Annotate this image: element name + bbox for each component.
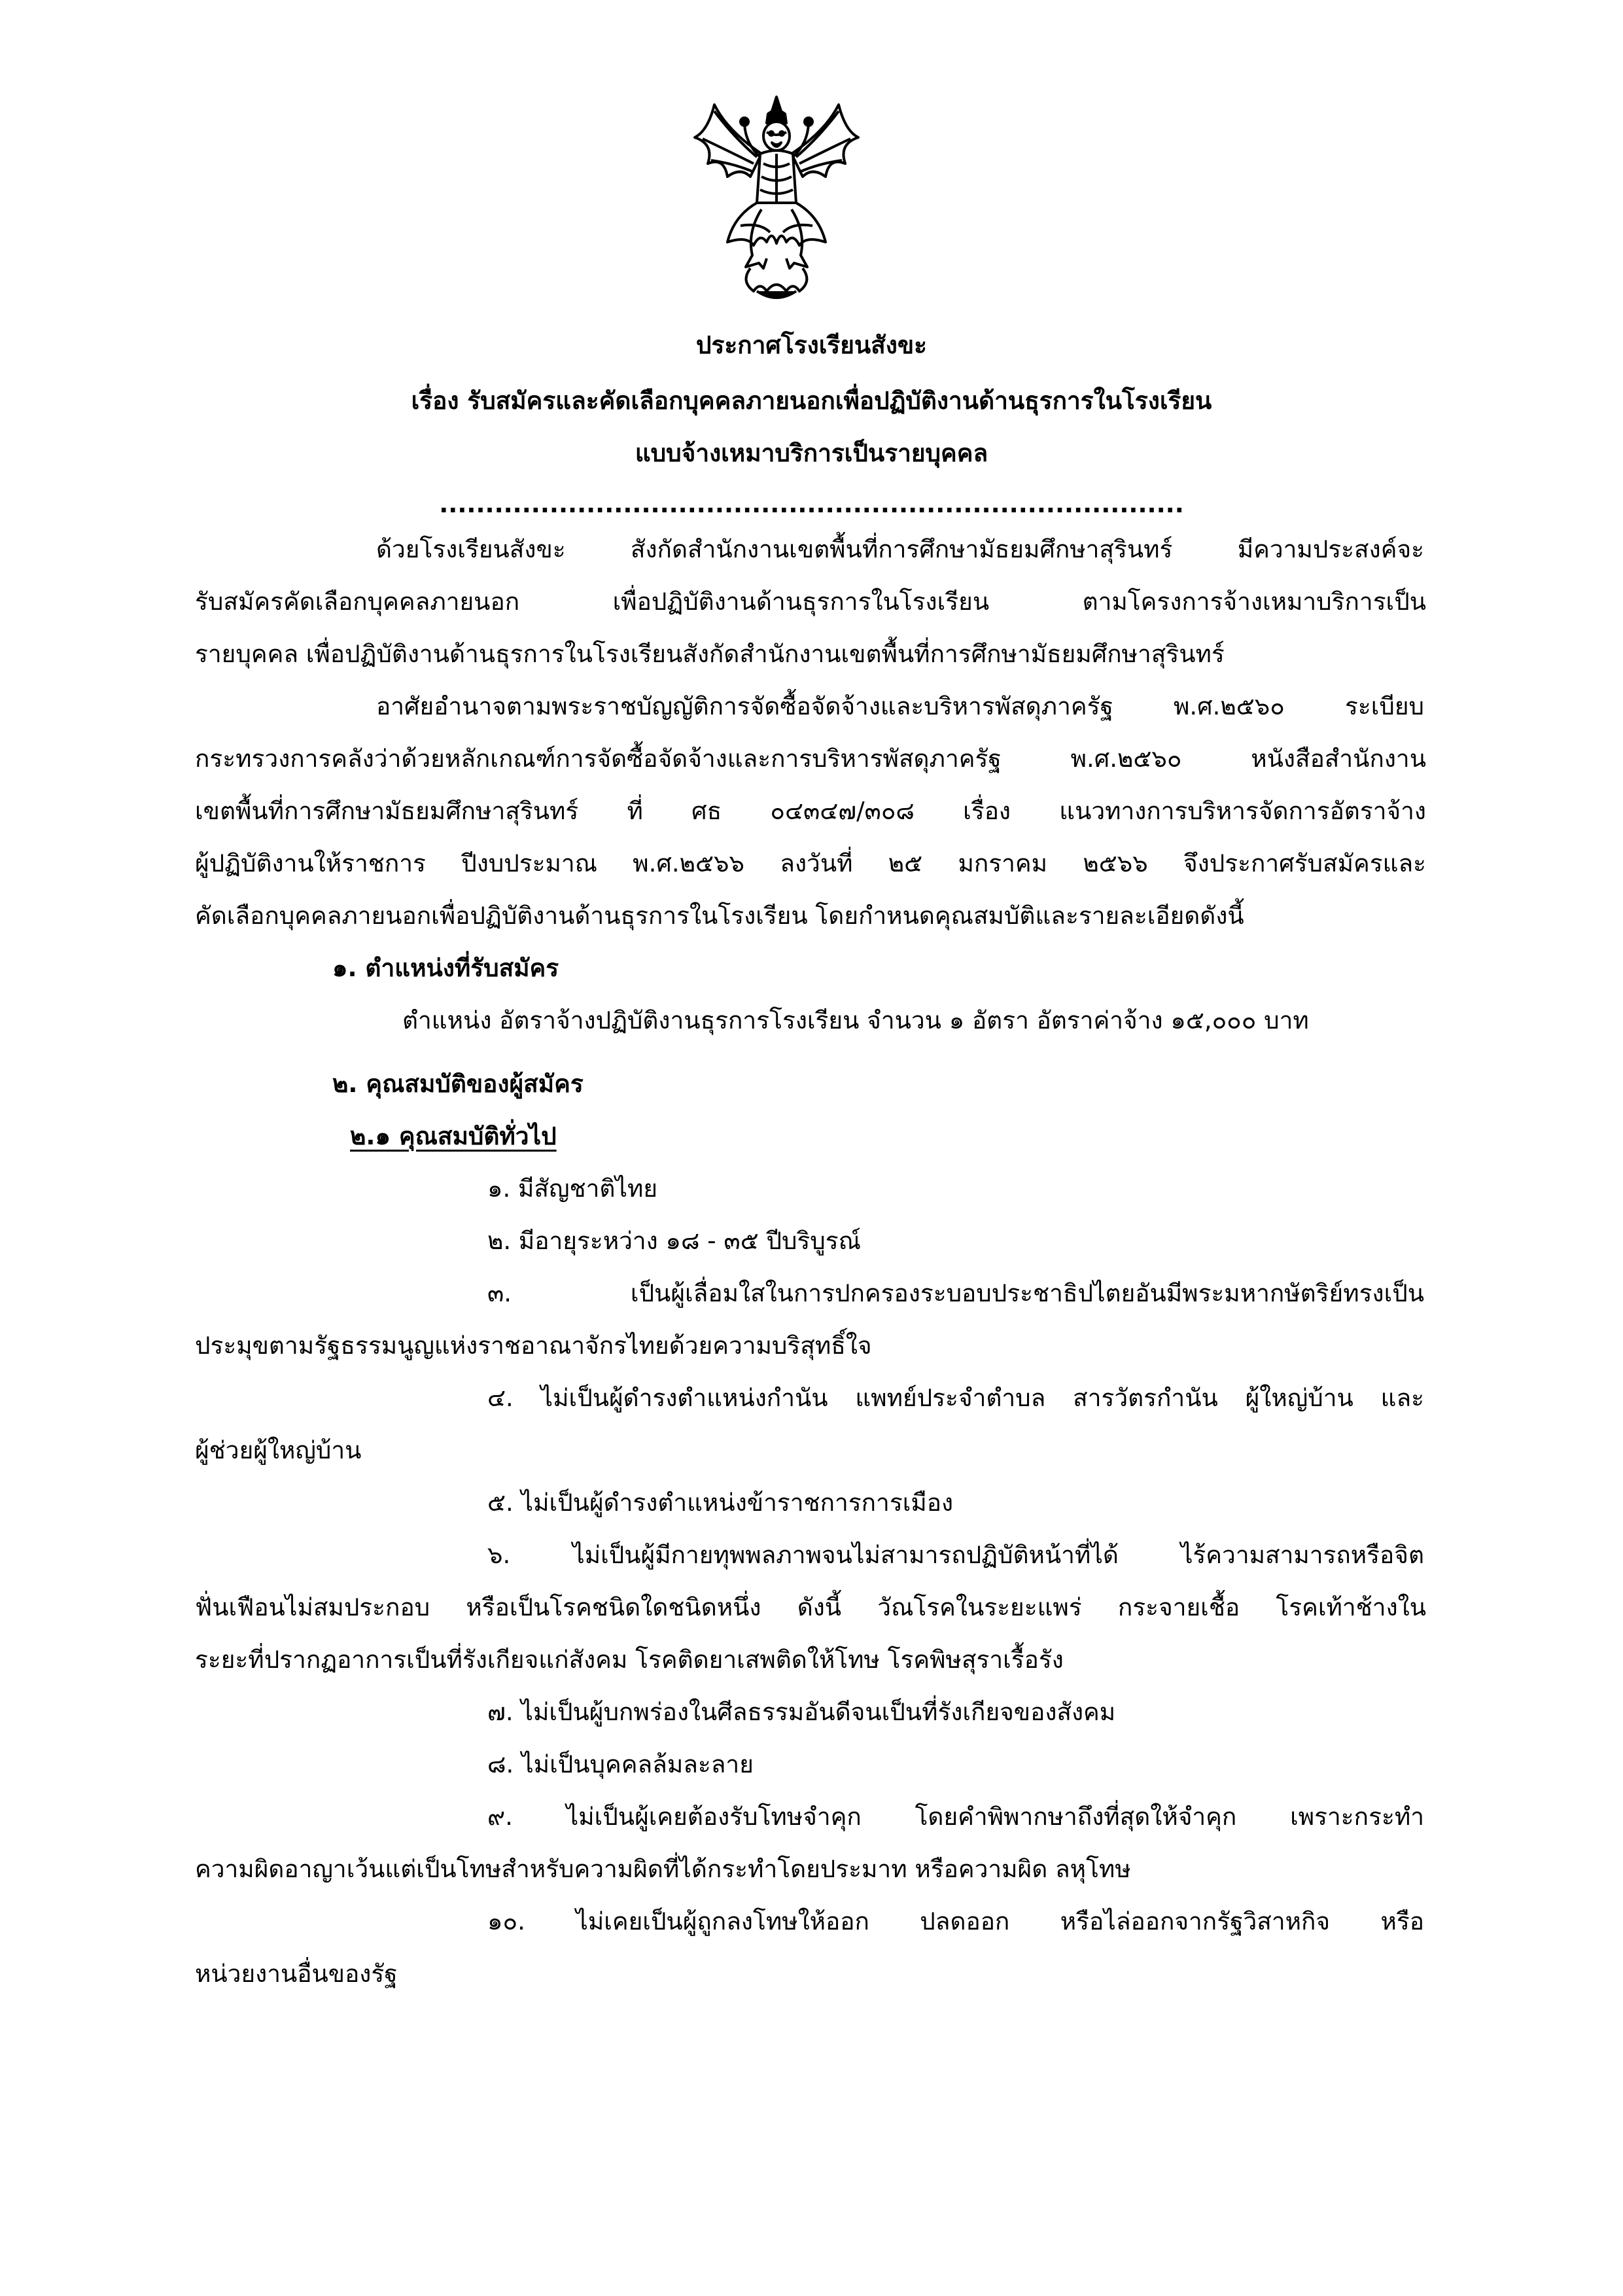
qualification-item: ๒. มีอายุระหว่าง ๑๘ - ๓๕ ปีบริบูรณ์ <box>487 1227 861 1255</box>
qualification-item: ๙. ไม่เป็นผู้เคยต้องรับโทษจำคุก โดยคำพิพากษาถึงที่สุดให้จำคุก เพราะกระทำ <box>487 1803 1424 1831</box>
garuda-emblem-icon <box>688 92 865 308</box>
qualification-item: ๖. ไม่เป็นผู้มีกายทุพพลภาพจนไม่สามารถปฏิบัติหน้าที่ได้ ไร้ความสามารถหรือจิต <box>487 1541 1424 1569</box>
qualification-item-continued: ฟั่นเฟือนไม่สมประกอบ หรือเป็นโรคชนิดใดชนิดหนึ่ง ดังนี้ วัณโรคในระยะแพร่ กระจายเชื้อ โรคเท้าช้างใน <box>195 1593 1426 1621</box>
intro-paragraph-2-line: ผู้ปฏิบัติงานให้ราชการ ปีงบประมาณ พ.ศ.๒๕๖๖ ลงวันที่ ๒๕ มกราคม ๒๕๖๖ จึงประกาศรับสมัครและ <box>195 849 1426 877</box>
intro-paragraph-1-line: รายบุคคล เพื่อปฏิบัติงานด้านธุรการในโรงเรียนสังกัดสำนักงานเขตพื้นที่การศึกษามัธยมศึกษาสุรินทร์ <box>195 640 1225 668</box>
section-2-1-heading: ๒.๑ คุณสมบัติทั่วไป <box>350 1122 557 1150</box>
qualification-item-continued: ประมุขตามรัฐธรรมนูญแห่งราชอาณาจักรไทยด้วยความบริสุทธิ์ใจ <box>195 1332 872 1360</box>
section-2-heading: ๒. คุณสมบัติของผู้สมัคร <box>332 1070 584 1098</box>
intro-paragraph-1-line: ด้วยโรงเรียนสังขะ สังกัดสำนักงานเขตพื้นที่การศึกษามัธยมศึกษาสุรินทร์ มีความประสงค์จะ <box>376 535 1424 563</box>
qualification-item: ๘. ไม่เป็นบุคคลล้มละลาย <box>487 1750 754 1778</box>
intro-paragraph-1-line: รับสมัครคัดเลือกบุคคลภายนอก เพื่อปฏิบัติงานด้านธุรการในโรงเรียน ตามโครงการจ้างเหมาบริการเป็น <box>195 588 1426 616</box>
title-divider: ................................................................................. <box>439 490 1184 518</box>
qualification-item-continued: ความผิดอาญาเว้นแต่เป็นโทษสำหรับความผิดที่ได้กระทำโดยประมาท หรือความผิด ลหุโทษ <box>195 1855 1131 1883</box>
intro-paragraph-2-line: เขตพื้นที่การศึกษามัธยมศึกษาสุรินทร์ ที่ ศธ ๐๔๓๔๗/๓๐๘ เรื่อง แนวทางการบริหารจัดการอัตราจ้าง <box>195 797 1426 825</box>
intro-paragraph-2-line: คัดเลือกบุคคลภายนอกเพื่อปฏิบัติงานด้านธุรการในโรงเรียน โดยกำหนดคุณสมบัติและรายละเอียดดังนี้ <box>195 902 1244 930</box>
qualification-item: ๑. มีสัญชาติไทย <box>487 1174 658 1203</box>
qualification-item: ๓. เป็นผู้เลื่อมใสในการปกครองระบอบประชาธิปไตยอันมีพระมหากษัตริย์ทรงเป็น <box>487 1279 1424 1307</box>
qualification-item-continued: ผู้ช่วยผู้ใหญ่บ้าน <box>195 1436 362 1464</box>
qualification-item-continued: ระยะที่ปรากฏอาการเป็นที่รังเกียจแก่สังคม โรคติดยาเสพติดให้โทษ โรคพิษสุราเรื้อรัง <box>195 1646 1064 1674</box>
qualification-item: ๗. ไม่เป็นผู้บกพร่องในศีลธรรมอันดีจนเป็นที่รังเกียจของสังคม <box>487 1698 1116 1726</box>
intro-paragraph-2-line: กระทรวงการคลังว่าด้วยหลักเกณฑ์การจัดซื้อจัดจ้างและการบริหารพัสดุภาครัฐ พ.ศ.๒๕๖๐ หนังสือสำนักงาน <box>195 745 1426 773</box>
section-1-text: ตำแหน่ง อัตราจ้างปฏิบัติงานธุรการโรงเรียน จำนวน ๑ อัตรา อัตราค่าจ้าง ๑๕,๐๐๐ บาท <box>402 1006 1309 1034</box>
qualification-item: ๑๐. ไม่เคยเป็นผู้ถูกลงโทษให้ออก ปลดออก หรือไล่ออกจากรัฐวิสาหกิจ หรือ <box>487 1907 1424 1935</box>
qualification-item: ๕. ไม่เป็นผู้ดำรงตำแหน่งข้าราชการการเมือง <box>487 1489 954 1517</box>
section-1-heading: ๑. ตำแหน่งที่รับสมัคร <box>332 954 559 982</box>
qualification-item-continued: หน่วยงานอื่นของรัฐ <box>195 1960 398 1988</box>
announcement-subject: เรื่อง รับสมัครและคัดเลือกบุคคลภายนอกเพื่อปฏิบัติงานด้านธุรการในโรงเรียน <box>411 387 1212 415</box>
qualification-item: ๔. ไม่เป็นผู้ดำรงตำแหน่งกำนัน แพทย์ประจำตำบล สารวัตรกำนัน ผู้ใหญ่บ้าน และ <box>487 1384 1424 1412</box>
announcement-subject-line2: แบบจ้างเหมาบริการเป็นรายบุคคล <box>635 439 988 467</box>
announcement-title: ประกาศโรงเรียนสังขะ <box>695 331 928 359</box>
intro-paragraph-2-line: อาศัยอำนาจตามพระราชบัญญัติการจัดซื้อจัดจ้างและบริหารพัสดุภาครัฐ พ.ศ.๒๕๖๐ ระเบียบ <box>376 692 1424 720</box>
